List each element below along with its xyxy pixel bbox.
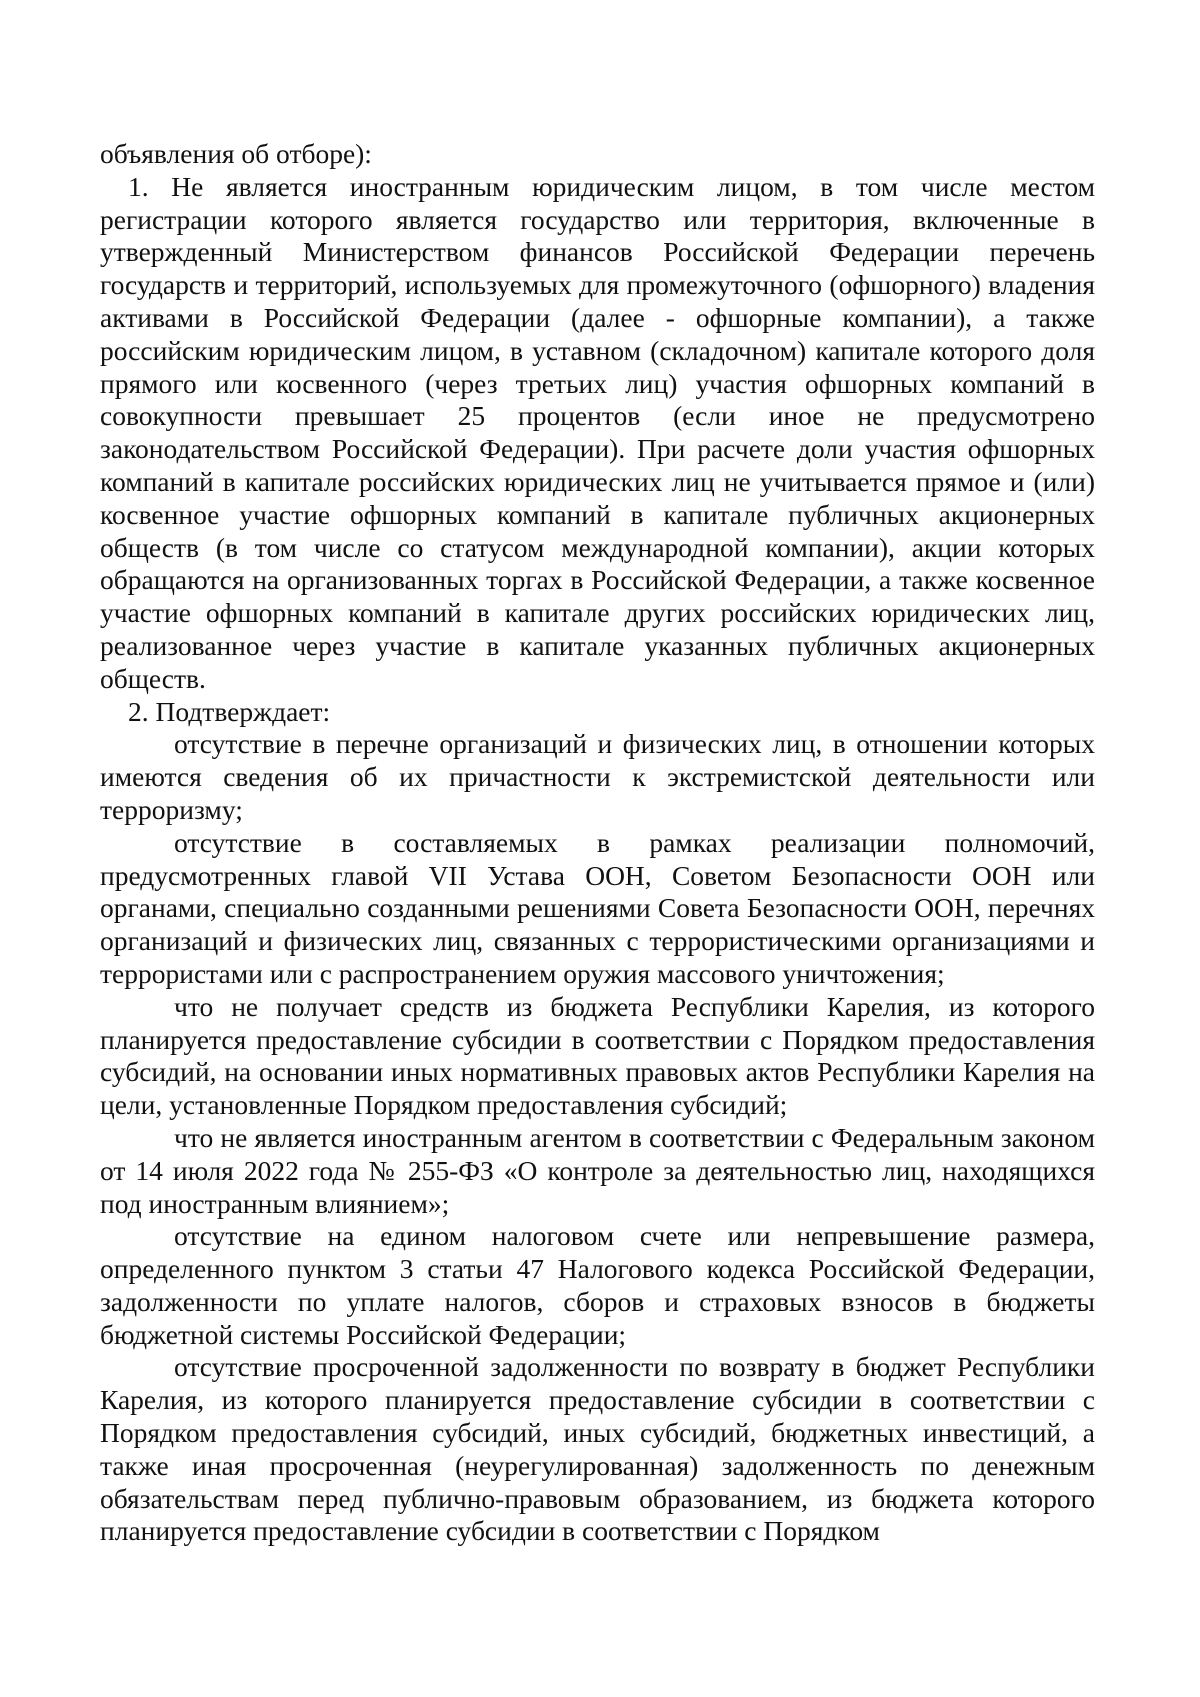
- paragraph-item-2: 2. Подтверждает:: [128, 695, 331, 727]
- paragraph-foreign-agent: что не является иностранным агентом в соответствии с Федеральным законом от 14 июля 2022 года № 255-ФЗ «О контроле за деятельностью лиц, находящихся под иностранным влиянием»;: [100, 1121, 1095, 1219]
- paragraph-overdue-debt: отсутствие просроченной задолженности по возврату в бюджет Республики Карелия, из которого планируется предоставление субсидии в соответствии с Порядком предоставления субсидий, иных субсидий, бюджетных инвестиций, а также иная просроченная (неурегулированная) задолженность по денежным обязательствам перед публично-правовым образованием, из бюджета которого планируется предоставление субсидии в соответствии с Порядком: [100, 1351, 1095, 1547]
- paragraph-un-lists: отсутствие в составляемых в рамках реализации полномочий, предусмотренных главой VII Устава ООН, Советом Безопасности ООН или органами, специально созданными решениями Совета Безопасности ООН, перечнях организаций и физических лиц, связанных с террористическими организациями и террористами или с распространением оружия массового уничтожения;: [100, 826, 1095, 989]
- document-page: [100, 138, 1095, 1548]
- paragraph-tax-debt: отсутствие на едином налоговом счете или непревышение размера, определенного пунктом 3 статьи 47 Налогового кодекса Российской Федерации, задолженности по уплате налогов, сборов и страховых взносов в бюджеты бюджетной системы Российской Федерации;: [100, 1220, 1095, 1350]
- paragraph-budget-funds: что не получает средств из бюджета Республики Карелия, из которого планируется предоставление субсидии в соответствии с Порядком предоставления субсидий, на основании иных нормативных правовых актов Республики Карелия на цели, установленные Порядком предоставления субсидий;: [100, 990, 1095, 1121]
- paragraph-item-1: 1. Не является иностранным юридическим лицом, в том числе местом регистрации которого является государство или территория, включенные в утвержденный Министерством финансов Российской Федерации перечень государств и территорий, используемых для промежуточного (офшорного) владения активами в Российской Федерации (далее - офшорные компании), а также российским юридическим лицом, в уставном (складочном) капитале которого доля прямого или косвенного (через третьих лиц) участия офшорных компаний в совокупности превышает 25 процентов (если иное не предусмотрено законодательством Российской Федерации). При расчете доли участия офшорных компаний в капитале российских юридических лиц не учитывается прямое и (или) косвенное участие офшорных компаний в капитале публичных акционерных обществ (в том числе со статусом международной компании), акции которых обращаются на организованных торгах в Российской Федерации, а также косвенное участие офшорных компаний в капитале других российских юридических лиц, реализованное через участие в капитале указанных публичных акционерных обществ.: [100, 170, 1095, 694]
- paragraph-continuation: объявления об отборе):: [100, 138, 372, 169]
- paragraph-extremism: отсутствие в перечне организаций и физических лиц, в отношении которых имеются сведения об их причастности к экстремистской деятельности или терроризму;: [100, 728, 1095, 825]
